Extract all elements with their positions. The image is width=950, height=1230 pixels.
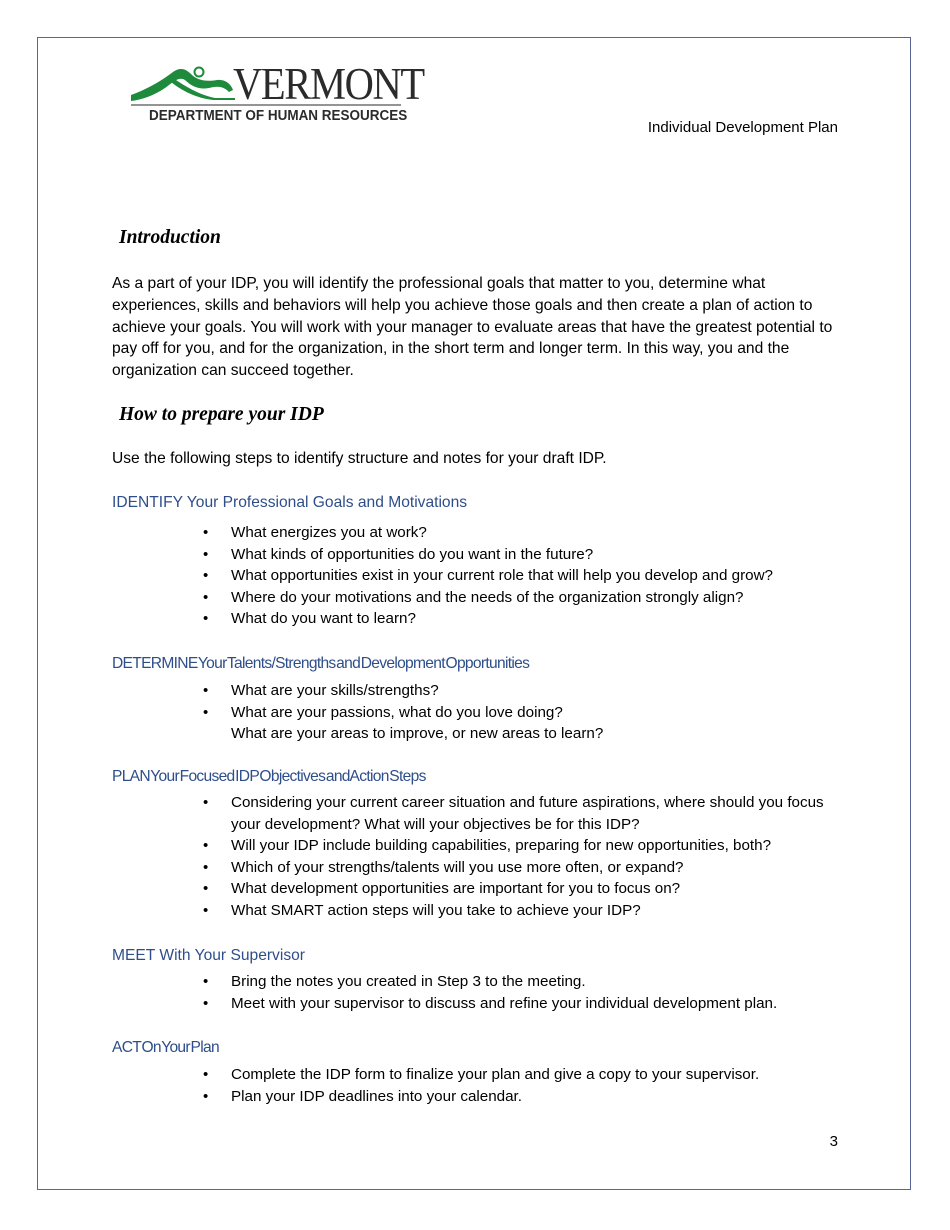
list-item: • Meet with your supervisor to discuss and refine your individual development plan. xyxy=(231,993,831,1015)
step-identify-list xyxy=(231,522,831,630)
list-item: • Considering your current career situation and future aspirations, where should you focus your development? What will your objectives be for this IDP? xyxy=(231,792,831,835)
step-determine-heading: DETERMINE Your Talents/Strengths and Development Opportunities xyxy=(112,655,530,672)
step-act-heading: ACT On Your Plan xyxy=(112,1039,219,1056)
list-item: • Plan your IDP deadlines into your calendar. xyxy=(231,1086,831,1108)
list-item: • What opportunities exist in your current role that will help you develop and grow? xyxy=(231,565,831,587)
vermont-dhr-logo xyxy=(125,60,425,138)
list-item: • What development opportunities are important for you to focus on? xyxy=(231,878,831,900)
step-act-list xyxy=(231,1064,831,1107)
page-number: 3 xyxy=(829,1133,838,1150)
step-plan-list xyxy=(231,792,831,922)
list-item: • What SMART action steps will you take to achieve your IDP? xyxy=(231,900,831,922)
logo-department: DEPARTMENT OF HUMAN RESOURCES xyxy=(149,108,408,124)
list-item: • Where do your motivations and the needs of the organization strongly align? xyxy=(231,587,831,609)
list-item: • What are your passions, what do you love doing? xyxy=(231,702,831,724)
list-item: • What are your skills/strengths? xyxy=(231,680,831,702)
list-item: • Which of your strengths/talents will you use more often, or expand? xyxy=(231,857,831,879)
introduction-paragraph: As a part of your IDP, you will identify the professional goals that matter to you, determine what experiences, skills and behaviors will help you achieve those goals and then create a plan of action to achieve your goals. You will work with your manager to evaluate areas that have the greatest potential to pay off for you, and for the organization, in the short term and longer term. In this way, you and the organization can succeed together. xyxy=(112,275,833,380)
step-plan-heading: PLAN Your Focused IDP Objectives and Action Steps xyxy=(112,768,426,785)
step-determine-list xyxy=(231,680,831,745)
list-item: • Bring the notes you created in Step 3 to the meeting. xyxy=(231,971,831,993)
logo-wordmark: VERMONT xyxy=(233,59,424,109)
prepare-intro: Use the following steps to identify structure and notes for your draft IDP. xyxy=(112,450,607,467)
step-meet-list xyxy=(231,971,831,1014)
prepare-heading: How to prepare your IDP xyxy=(119,404,324,425)
step-identify-heading: IDENTIFY Your Professional Goals and Motivations xyxy=(112,494,468,511)
document-title: Individual Development Plan xyxy=(647,119,838,136)
list-item: • What kinds of opportunities do you want in the future? xyxy=(231,544,831,566)
list-item: • What do you want to learn? xyxy=(231,608,831,630)
list-item: What are your areas to improve, or new areas to learn? xyxy=(231,725,604,743)
introduction-heading: Introduction xyxy=(119,227,221,248)
list-item: • Complete the IDP form to finalize your plan and give a copy to your supervisor. xyxy=(231,1064,831,1086)
list-item: • Will your IDP include building capabilities, preparing for new opportunities, both? xyxy=(231,835,831,857)
list-item: • What energizes you at work? xyxy=(231,522,831,544)
step-meet-heading: MEET With Your Supervisor xyxy=(112,947,305,964)
